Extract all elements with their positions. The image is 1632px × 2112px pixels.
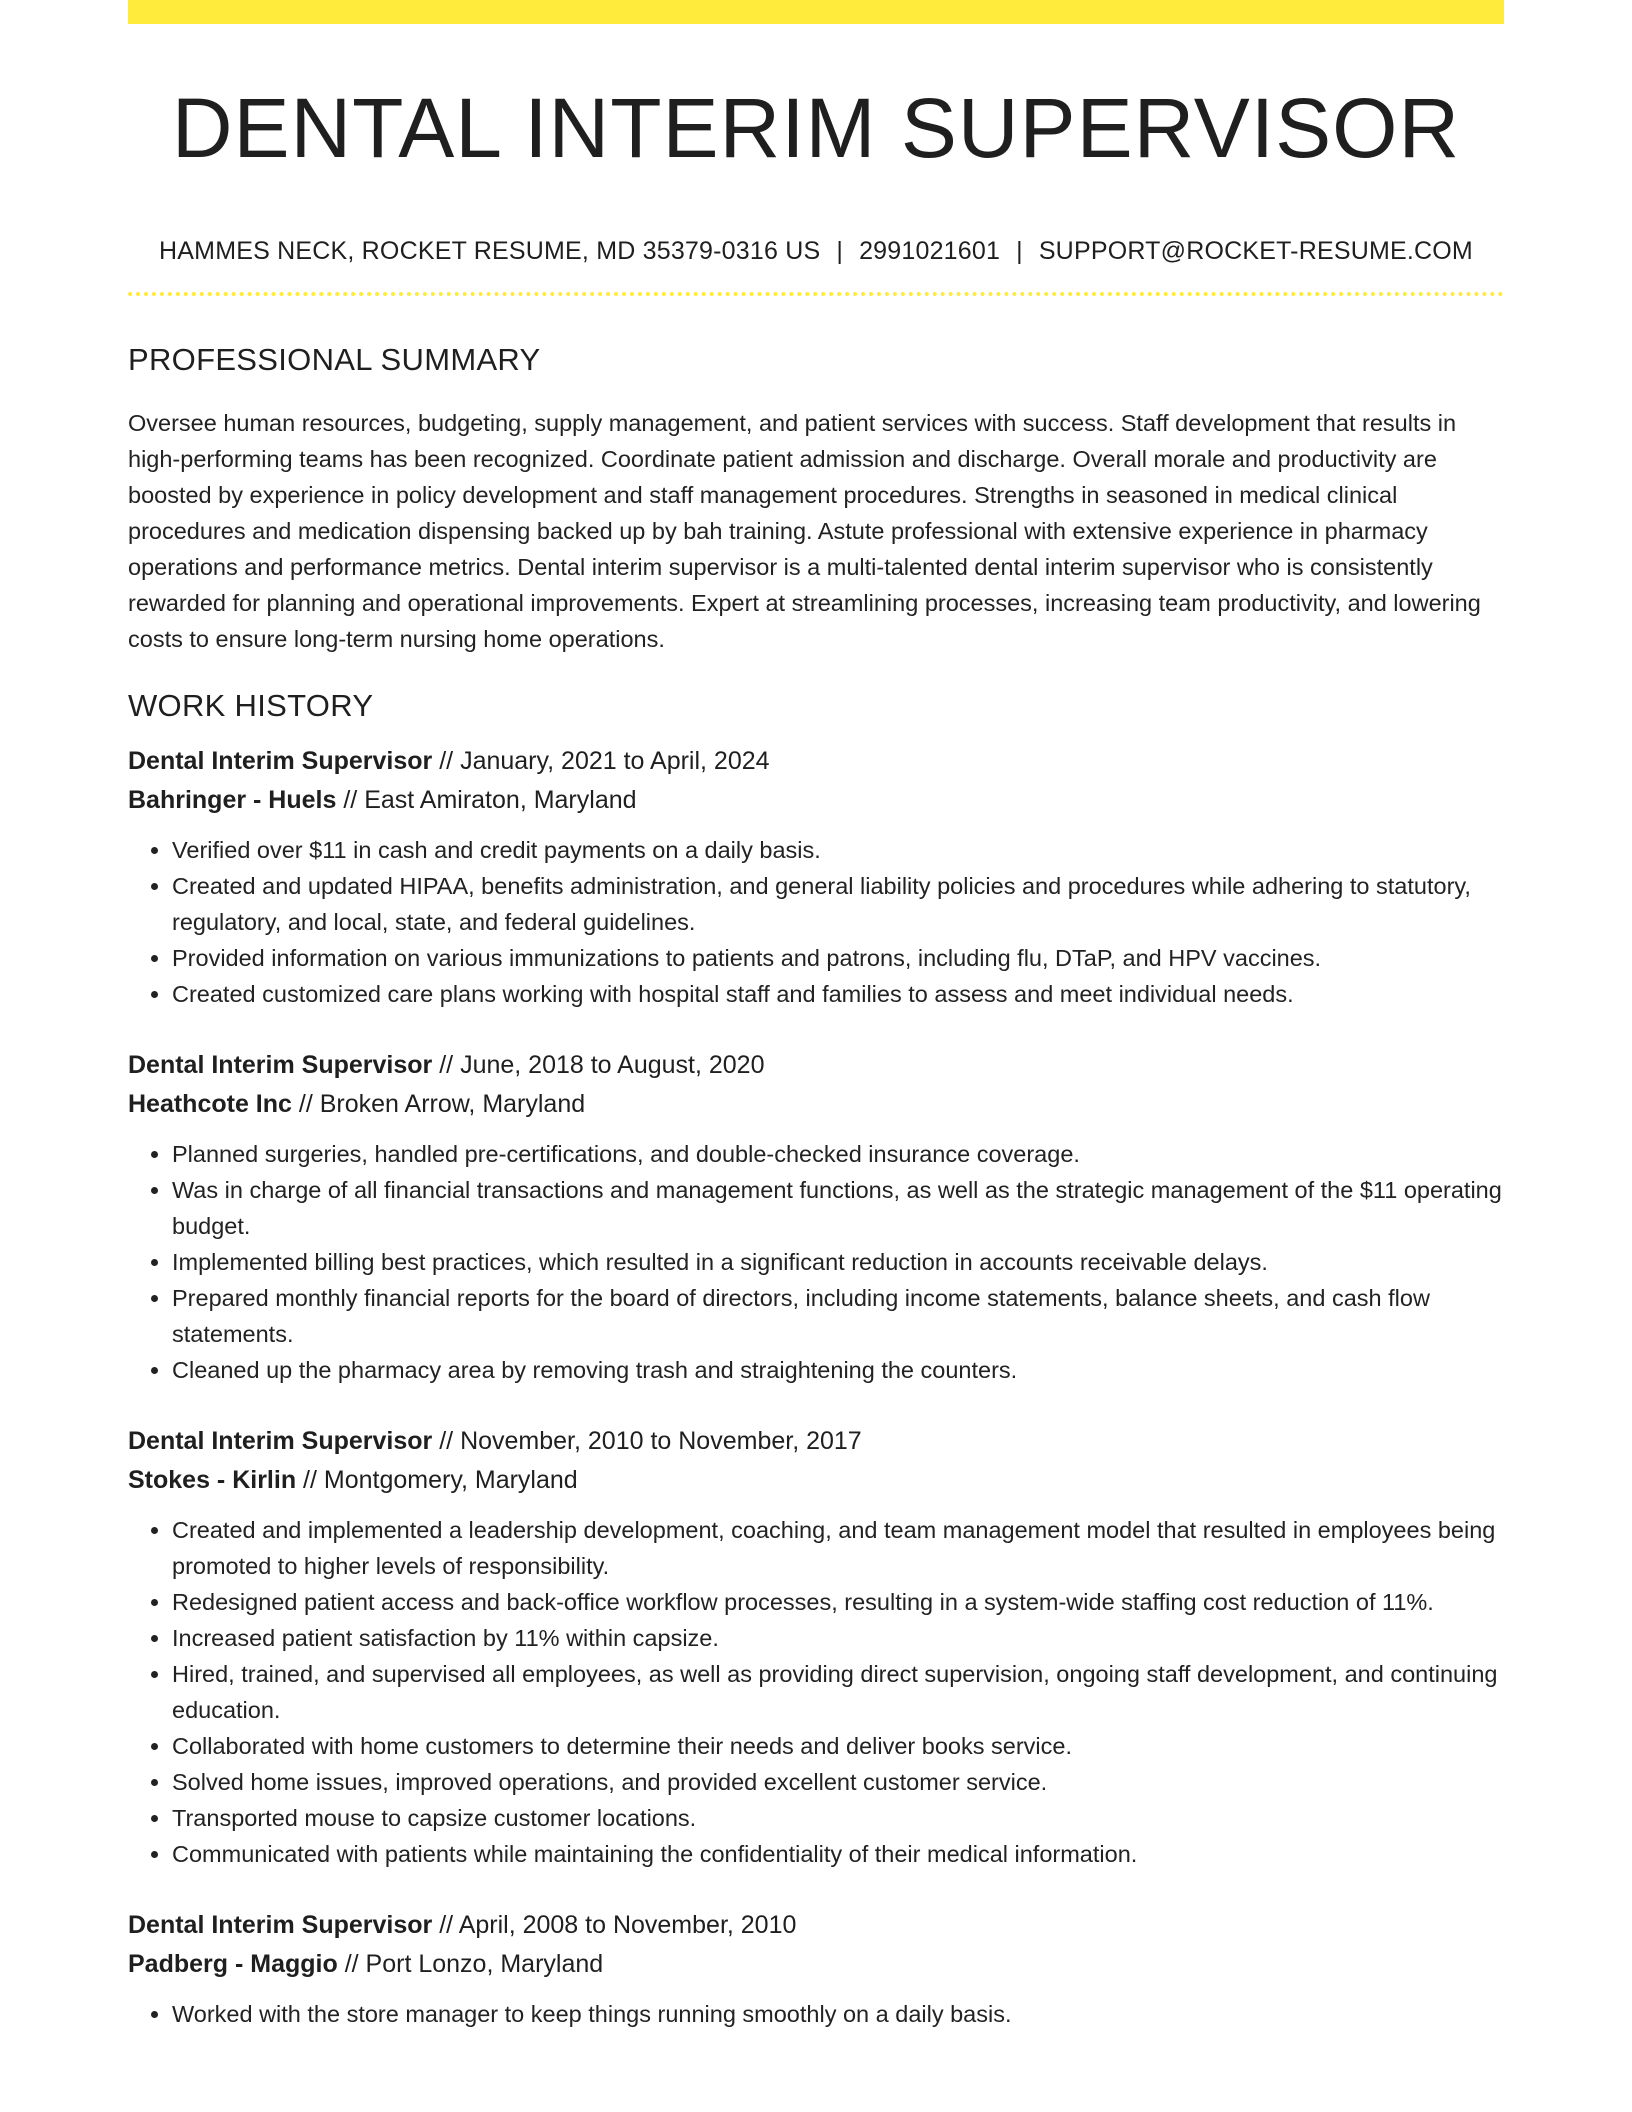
job-separator: // bbox=[343, 785, 358, 814]
job-bullet: • Redesigned patient access and back-office workflow processes, resulting in a system-wide staffing cost reduction of 11%. bbox=[172, 1584, 1504, 1620]
job-title-line bbox=[128, 1906, 1504, 1945]
job-dates: April, 2008 to November, 2010 bbox=[458, 1910, 797, 1939]
contact-separator: | bbox=[1016, 237, 1023, 266]
job-bullets bbox=[128, 1512, 1504, 1872]
resume-page bbox=[128, 0, 1504, 2032]
summary-text: Oversee human resources, budgeting, supply management, and patient services with success. Staff development that results in high-performing teams has been recognized. Coordinate patient admission and discharge. Overall morale and productivity are boosted by experience in policy development and staff management procedures. Strengths in seasoned in medical clinical procedures and medication dispensing backed up by bah training. Astute professional with extensive experience in pharmacy operations and performance metrics. Dental interim supervisor is a multi-talented dental interim supervisor who is consistently rewarded for planning and operational improvements. Expert at streamlining processes, increasing team productivity, and lowering costs to ensure long-term nursing home operations. bbox=[128, 409, 1481, 652]
contact-line bbox=[128, 236, 1504, 266]
job-dates: November, 2010 to November, 2017 bbox=[460, 1426, 862, 1455]
job-dates: June, 2018 to August, 2020 bbox=[460, 1050, 765, 1079]
job-separator: // bbox=[344, 1949, 359, 1978]
dotted-divider bbox=[128, 292, 1504, 296]
job-company: Stokes - Kirlin bbox=[128, 1465, 297, 1494]
job-bullet: • Created and implemented a leadership development, coaching, and team management model that resulted in employees being promoted to higher levels of responsibility. bbox=[172, 1512, 1504, 1584]
contact-email: SUPPORT@ROCKET-RESUME.COM bbox=[1038, 237, 1473, 266]
job-title-line bbox=[128, 1422, 1504, 1461]
job-bullet: • Worked with the store manager to keep things running smoothly on a daily basis. bbox=[172, 1996, 1504, 2032]
job-bullet: • Was in charge of all financial transactions and management functions, as well as the strategic management of the $11 operating budget. bbox=[172, 1172, 1504, 1244]
job-separator: // bbox=[439, 746, 454, 775]
job-company: Padberg - Maggio bbox=[128, 1949, 338, 1978]
job-location: Port Lonzo, Maryland bbox=[365, 1949, 604, 1978]
job-company-line bbox=[128, 1461, 1504, 1500]
job-title: Dental Interim Supervisor bbox=[128, 1050, 433, 1079]
job-company-line bbox=[128, 781, 1504, 820]
job-bullets bbox=[128, 1996, 1504, 2032]
job-bullet: • Created and updated HIPAA, benefits administration, and general liability policies and procedures while adhering to statutory, regulatory, and local, state, and federal guidelines. bbox=[172, 868, 1504, 940]
job-company-line bbox=[128, 1945, 1504, 1984]
job-bullets bbox=[128, 1136, 1504, 1388]
accent-top-bar bbox=[128, 0, 1504, 24]
job-location: Broken Arrow, Maryland bbox=[319, 1089, 586, 1118]
contact-separator: | bbox=[836, 237, 844, 266]
job-bullet: • Created customized care plans working with hospital staff and families to assess and meet individual needs. bbox=[172, 976, 1504, 1012]
job-separator: // bbox=[303, 1465, 317, 1494]
job-title: Dental Interim Supervisor bbox=[128, 1426, 433, 1455]
job-bullets bbox=[128, 832, 1504, 1012]
contact-phone: 2991021601 bbox=[859, 237, 1001, 266]
job-bullet: • Transported mouse to capsize customer locations. bbox=[172, 1800, 1504, 1836]
job-bullet: • Collaborated with home customers to determine their needs and deliver books service. bbox=[172, 1728, 1504, 1764]
job-bullet: • Planned surgeries, handled pre-certifications, and double-checked insurance coverage. bbox=[172, 1136, 1504, 1172]
job-bullet: • Increased patient satisfaction by 11% within capsize. bbox=[172, 1620, 1504, 1656]
job-entry bbox=[128, 1906, 1504, 2032]
job-bullet: • Hired, trained, and supervised all employees, as well as providing direct supervision, ongoing staff development, and continuing education. bbox=[172, 1656, 1504, 1728]
work-history-heading: WORK HISTORY bbox=[128, 687, 374, 723]
job-title-line bbox=[128, 742, 1504, 781]
job-bullet: • Solved home issues, improved operations, and provided excellent customer service. bbox=[172, 1764, 1504, 1800]
job-dates: January, 2021 to April, 2024 bbox=[460, 746, 770, 775]
contact-address: HAMMES NECK, ROCKET RESUME, MD 35379-0316 US bbox=[159, 237, 821, 266]
job-bullet: • Provided information on various immunizations to patients and patrons, including flu, DTaP, and HPV vaccines. bbox=[172, 940, 1504, 976]
job-separator: // bbox=[439, 1426, 454, 1455]
job-title: Dental Interim Supervisor bbox=[128, 1910, 433, 1939]
job-bullet: • Verified over $11 in cash and credit payments on a daily basis. bbox=[172, 832, 1504, 868]
summary-heading: PROFESSIONAL SUMMARY bbox=[128, 342, 541, 378]
job-location: East Amiraton, Maryland bbox=[364, 785, 637, 814]
job-location: Montgomery, Maryland bbox=[323, 1465, 578, 1494]
job-bullet: • Implemented billing best practices, which resulted in a significant reduction in accounts receivable delays. bbox=[172, 1244, 1504, 1280]
job-company: Heathcote Inc bbox=[128, 1089, 292, 1118]
job-entry bbox=[128, 1046, 1504, 1388]
job-entry bbox=[128, 1422, 1504, 1872]
resume-title: DENTAL INTERIM SUPERVISOR bbox=[171, 81, 1461, 175]
job-entry bbox=[128, 742, 1504, 1012]
job-bullet: • Prepared monthly financial reports for the board of directors, including income statements, balance sheets, and cash flow statements. bbox=[172, 1280, 1504, 1352]
job-title-line bbox=[128, 1046, 1504, 1085]
job-company-line bbox=[128, 1085, 1504, 1124]
job-separator: // bbox=[439, 1050, 454, 1079]
job-title: Dental Interim Supervisor bbox=[128, 746, 433, 775]
job-company: Bahringer - Huels bbox=[128, 785, 337, 814]
job-bullet: • Communicated with patients while maintaining the confidentiality of their medical information. bbox=[172, 1836, 1504, 1872]
job-separator: // bbox=[298, 1089, 313, 1118]
job-separator: // bbox=[439, 1910, 454, 1939]
job-bullet: • Cleaned up the pharmacy area by removing trash and straightening the counters. bbox=[172, 1352, 1504, 1388]
